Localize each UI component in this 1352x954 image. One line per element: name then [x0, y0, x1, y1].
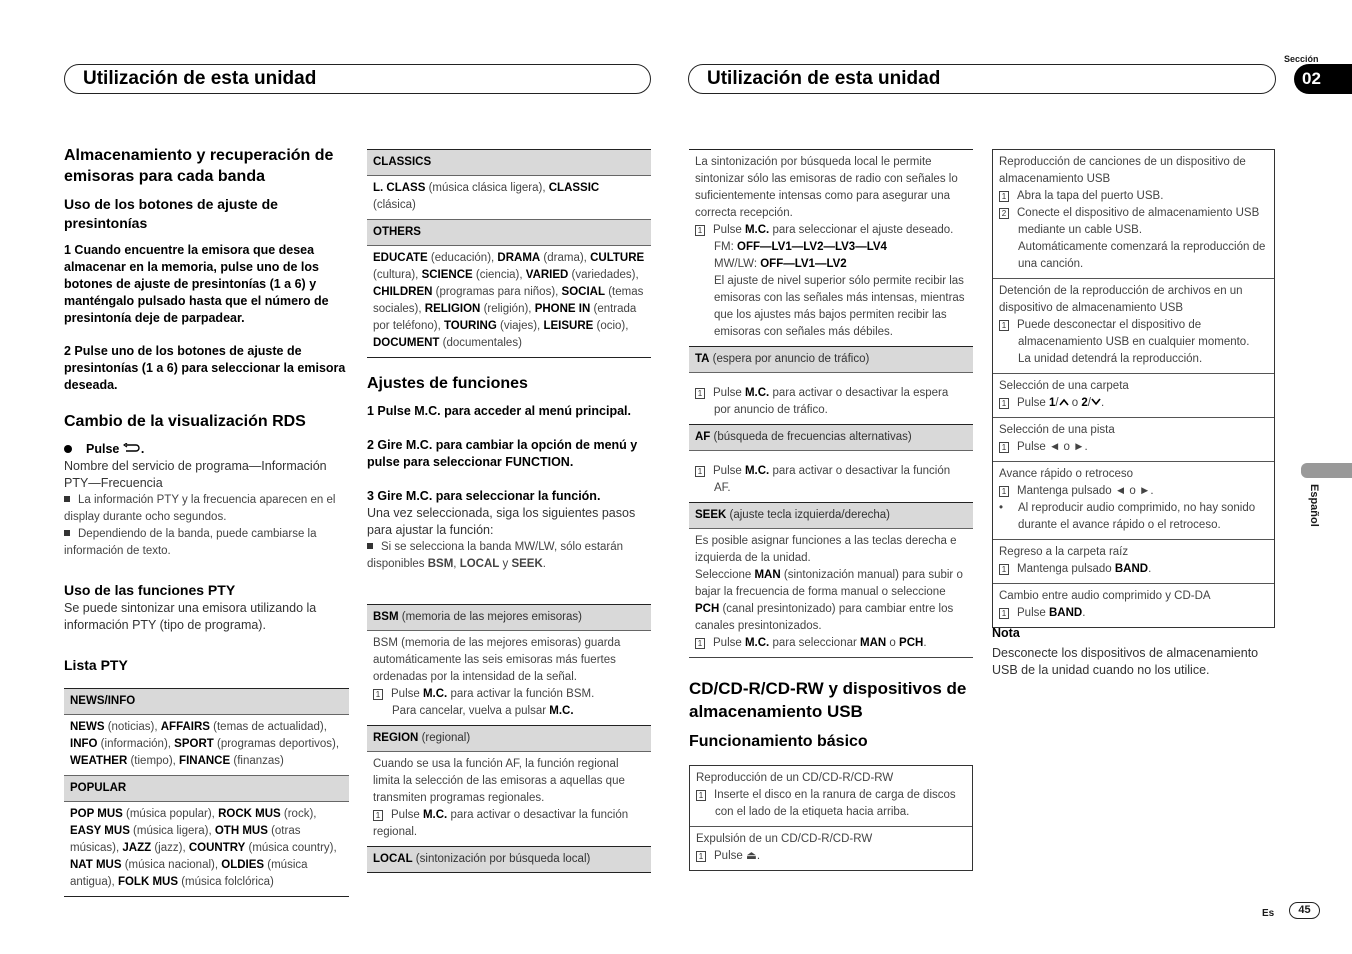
header-title-right: Utilización de esta unidad	[707, 68, 941, 89]
note-title: Nota	[992, 626, 1020, 640]
usb-stop-row: Detención de la reproducción de archivos en un dispositivo de almacenamiento USB 1 Puede desconectar el dispositivo de almacenamiento USB en cualquier momento. La unidad detendrá la reproducción.	[993, 279, 1274, 374]
cd-play-row: Reproducción de un CD/CD-R/CD-RW 1 Inserte el disco en la ranura de carga de discos con el lado de la etiqueta hacia arriba.	[690, 766, 972, 827]
pty-others-desc: (entrada por teléfono),	[373, 303, 637, 332]
pty-table-continued	[367, 149, 651, 358]
pty-news-term: WEATHER	[70, 755, 128, 767]
pty-others-term: DOCUMENT	[373, 337, 440, 349]
func-mwlw-note: Si se selecciona la banda MW/LW, sólo estarán disponibles BSM, LOCAL y SEEK.	[367, 541, 624, 570]
pty-others-term: CULTURE	[590, 252, 645, 264]
pty-popular-desc: (música popular),	[122, 808, 219, 820]
pty-others-desc: (educación),	[427, 252, 498, 264]
pty-others-term: TOURING	[443, 320, 497, 332]
pty-news-desc: (noticias),	[104, 721, 161, 733]
pty-news-term: FINANCE	[179, 755, 231, 767]
up-chevron-icon	[1059, 397, 1069, 409]
cd-usb-section	[689, 677, 979, 752]
heading-store-stations: Almacenamiento y recuperación de emisoras para cada banda	[64, 147, 334, 185]
note-text: Desconecte los dispositivos de almacenamiento USB de la unidad cuando no los utilice.	[992, 646, 1259, 677]
pty-others-desc: (variedades),	[568, 269, 639, 281]
ta-header: TA (espera por anuncio de tráfico)	[689, 346, 973, 373]
down-chevron-icon	[1091, 397, 1101, 409]
cd-eject-row: Expulsión de un CD/CD-R/CD-RW 1 Pulse ⏏.	[696, 833, 873, 862]
usb-operation-table	[992, 149, 1275, 628]
local-header: LOCAL (sintonización por búsqueda local)	[367, 846, 651, 872]
pty-news-body	[64, 715, 349, 775]
language-tab	[1301, 463, 1352, 478]
seek-body: Es posible asignar funciones a las teclas derecha e izquierda de la unidad. Seleccione MAN (sintonización manual) para subir o bajar la frecuencia de forma manual o seleccione PCH (canal presintonizado) para cambiar entre los canales presintonizados. 1 Pulse M.C. para seleccionar MAN o PCH.	[695, 535, 963, 649]
pty-news-term: INFO	[70, 738, 98, 750]
pty-others-desc: (ocio),	[593, 320, 629, 332]
pty-others-desc: (drama),	[540, 252, 591, 264]
usb-play-row: Reproducción de canciones de un dispositivo de almacenamiento USB 1 Abra la tapa del puerto USB. 2 Conecte el dispositivo de almacenamiento USB mediante un cable USB. Automáticamente comenzará la reproducción de una canción.	[993, 150, 1274, 279]
folder-select-row: Selección de una carpeta 1 Pulse 1/ o 2/ .	[993, 374, 1274, 418]
pty-others-desc: (religión),	[480, 303, 535, 315]
ta-body: 1 Pulse M.C. para activar o desactivar la espera por anuncio de tráfico.	[689, 373, 973, 424]
pty-popular-desc: (música antigua),	[70, 859, 308, 888]
pty-classics-desc: (clásica)	[373, 199, 416, 211]
af-header: AF (búsqueda de frecuencias alternativas)	[689, 424, 973, 451]
heading-preset-buttons: Uso de los botones de ajuste de presintonías	[64, 196, 278, 231]
rds-cycle-text: Nombre del servicio de programa—Información PTY—Frecuencia	[64, 459, 327, 490]
pty-popular-term: FOLK MUS	[117, 876, 179, 888]
pty-popular-desc: (jazz),	[151, 842, 189, 854]
rds-note-1: La información PTY y la frecuencia aparecen en el display durante ocho segundos.	[64, 494, 336, 523]
pty-news-term: AFFAIRS	[160, 721, 210, 733]
region-header: REGION (regional)	[367, 725, 651, 752]
step-1-store: 1 Cuando encuentre la emisora que desea almacenar en la memoria, pulse uno de los botones de ajuste de presintonías (1 a 6) y manténgalo pulsado hasta que el número de presintonía deje de parpadear.	[64, 243, 329, 325]
pty-others-term: CHILDREN	[373, 286, 433, 298]
pty-others-term: VARIED	[525, 269, 569, 281]
track-select-row: Selección de una pista 1 Pulse ◄ o ►.	[993, 418, 1274, 462]
bsm-header: BSM (memoria de las mejores emisoras)	[367, 605, 651, 631]
pty-popular-header: POPULAR	[64, 775, 349, 802]
pty-popular-term: ROCK MUS	[218, 808, 281, 820]
bsm-body: BSM (memoria de las mejores emisoras) guarda automáticamente las seis emisoras más fuertes ordenadas por la intensidad de la señal. 1 Pulse M.C. para activar la función BSM. Para cancelar, vuelva a pulsar M.C.	[373, 637, 621, 717]
local-body: La sintonización por búsqueda local le permite sintonizar sólo las emisoras de radio con señales lo suficientemente intensas como para asegurar una correcta recepción. 1 Pulse M.C. para seleccionar el ajuste deseado. FM: OFF—LV1—LV2—LV3—LV4 MW/LW: OFF—LV1—LV2 El ajuste de nivel superior sólo permite recibir las emisoras con las señales más intensas, mientras que los ajustes más bajos permiten recibir las emisoras con señales más débiles.	[695, 156, 965, 338]
column-1	[64, 145, 349, 675]
bullet-dot	[64, 445, 72, 453]
pty-popular-term: OLDIES	[221, 859, 265, 871]
func-step-1: 1 Pulse M.C. para acceder al menú principal.	[367, 404, 631, 418]
pty-others-term: RELIGION	[424, 303, 481, 315]
seek-header: SEEK (ajuste tecla izquierda/derecha)	[689, 502, 973, 529]
pty-others-term: SOCIAL	[561, 286, 605, 298]
pty-news-header: NEWS/INFO	[64, 689, 349, 715]
pty-others-body	[367, 246, 651, 357]
pty-popular-term: NAT MUS	[70, 859, 122, 871]
pty-news-term: SPORT	[174, 738, 214, 750]
section-label: Sección	[1284, 54, 1319, 64]
pty-popular-desc: (música country),	[245, 842, 337, 854]
page-number: 45	[1289, 902, 1320, 919]
pty-others-term: EDUCATE	[373, 252, 428, 264]
pty-others-term: SCIENCE	[421, 269, 473, 281]
heading-cd-usb: CD/CD-R/CD-RW y dispositivos de almacenamiento USB	[689, 679, 967, 721]
func-step-3-text: Una vez seleccionada, siga los siguientes pasos para ajustar la función:	[367, 506, 636, 537]
func-step-3: 3 Gire M.C. para seleccionar la función.	[367, 489, 601, 503]
heading-pty-functions: Uso de las funciones PTY	[64, 582, 236, 598]
function-table-1	[367, 604, 651, 873]
pty-intro: Se puede sintonizar una emisora utilizando la información PTY (tipo de programa).	[64, 601, 317, 632]
note-section	[992, 624, 1282, 679]
pty-popular-desc: (música ligera),	[129, 825, 215, 837]
language-code: Es	[1262, 908, 1275, 919]
fast-forward-row: Avance rápido o retroceso 1 Mantenga pulsado ◄ o ►. • Al reproducir audio comprimido, no hay sonido durante el avance rápido o el retroceso.	[993, 462, 1274, 540]
heading-basic-operation: Funcionamiento básico	[689, 733, 868, 750]
pty-news-desc: (información),	[97, 738, 175, 750]
pty-news-term: NEWS	[70, 721, 105, 733]
pty-classics-body	[367, 176, 651, 219]
pty-classics-header: CLASSICS	[367, 150, 651, 176]
pty-popular-term: POP MUS	[70, 808, 123, 820]
pty-news-desc: (programas deportivos),	[213, 738, 340, 750]
pty-popular-desc: (rock),	[280, 808, 317, 820]
root-folder-row: Regreso a la carpeta raíz 1 Mantenga pulsado BAND.	[993, 540, 1274, 584]
pty-others-term: LEISURE	[543, 320, 594, 332]
page-header-left	[64, 64, 651, 94]
pty-popular-desc: (música nacional),	[121, 859, 222, 871]
pty-classics-desc: (música clásica ligera),	[425, 182, 549, 194]
pty-others-term: PHONE IN	[534, 303, 591, 315]
page-header-right	[688, 64, 1276, 94]
heading-pty-list: Lista PTY	[64, 657, 128, 673]
r3-slash: /	[1087, 397, 1091, 409]
pty-popular-term: JAZZ	[122, 842, 152, 854]
pty-others-header: OTHERS	[367, 219, 651, 246]
pty-news-desc: (tiempo),	[127, 755, 180, 767]
section-number-badge: 02	[1294, 64, 1352, 94]
pty-popular-body	[64, 802, 349, 896]
pty-classics-term: L. CLASS	[373, 182, 426, 194]
eject-icon: ⏏	[745, 850, 757, 862]
pty-others-desc: (programas para niños),	[432, 286, 562, 298]
pty-others-desc: (temas sociales),	[373, 286, 644, 315]
af-body: 1 Pulse M.C. para activar o desactivar la función AF.	[689, 451, 973, 502]
pty-popular-term: OTH MUS	[214, 825, 268, 837]
back-arrow-icon	[123, 442, 141, 456]
pty-classics-term: CLASSIC	[548, 182, 600, 194]
pty-others-desc: (documentales)	[439, 337, 522, 349]
pty-others-desc: (viajes),	[496, 320, 544, 332]
pty-others-term: DRAMA	[497, 252, 541, 264]
heading-rds-display: Cambio de la visualización RDS	[64, 413, 306, 430]
pty-others-desc: (ciencia),	[472, 269, 526, 281]
region-body: Cuando se usa la función AF, la función regional limita la selección de las emisoras a aquellas que transmiten programas regionales. 1 Pulse M.C. para activar o desactivar la función regional.	[373, 758, 629, 838]
pty-popular-desc: (otras músicas),	[70, 825, 301, 854]
rds-note-2: Dependiendo de la banda, puede cambiarse la información de texto.	[64, 528, 317, 557]
pty-popular-desc: (música folclórica)	[178, 876, 274, 888]
func-step-2: 2 Gire M.C. para cambiar la opción de menú y pulse para seleccionar FUNCTION.	[367, 438, 638, 469]
function-table-2	[689, 149, 973, 658]
pty-news-desc: (finanzas)	[230, 755, 284, 767]
rds-pulse-step: Pulse .	[64, 441, 349, 458]
basic-operation-table	[689, 765, 973, 871]
pty-news-desc: (temas de actualidad),	[209, 721, 327, 733]
pty-others-desc: (cultura),	[373, 269, 422, 281]
pty-table	[64, 688, 349, 897]
audio-switch-row: Cambio entre audio comprimido y CD-DA 1 Pulse BAND.	[999, 590, 1211, 619]
language-label: Español	[1308, 484, 1320, 527]
pty-popular-term: COUNTRY	[188, 842, 246, 854]
header-title-left: Utilización de esta unidad	[83, 68, 317, 89]
pty-popular-term: EASY MUS	[70, 825, 130, 837]
function-settings	[367, 373, 651, 573]
heading-function-settings: Ajustes de funciones	[367, 375, 528, 392]
step-2-recall: 2 Pulse uno de los botones de ajuste de presintonías (1 a 6) para seleccionar la emisora deseada.	[64, 344, 346, 392]
